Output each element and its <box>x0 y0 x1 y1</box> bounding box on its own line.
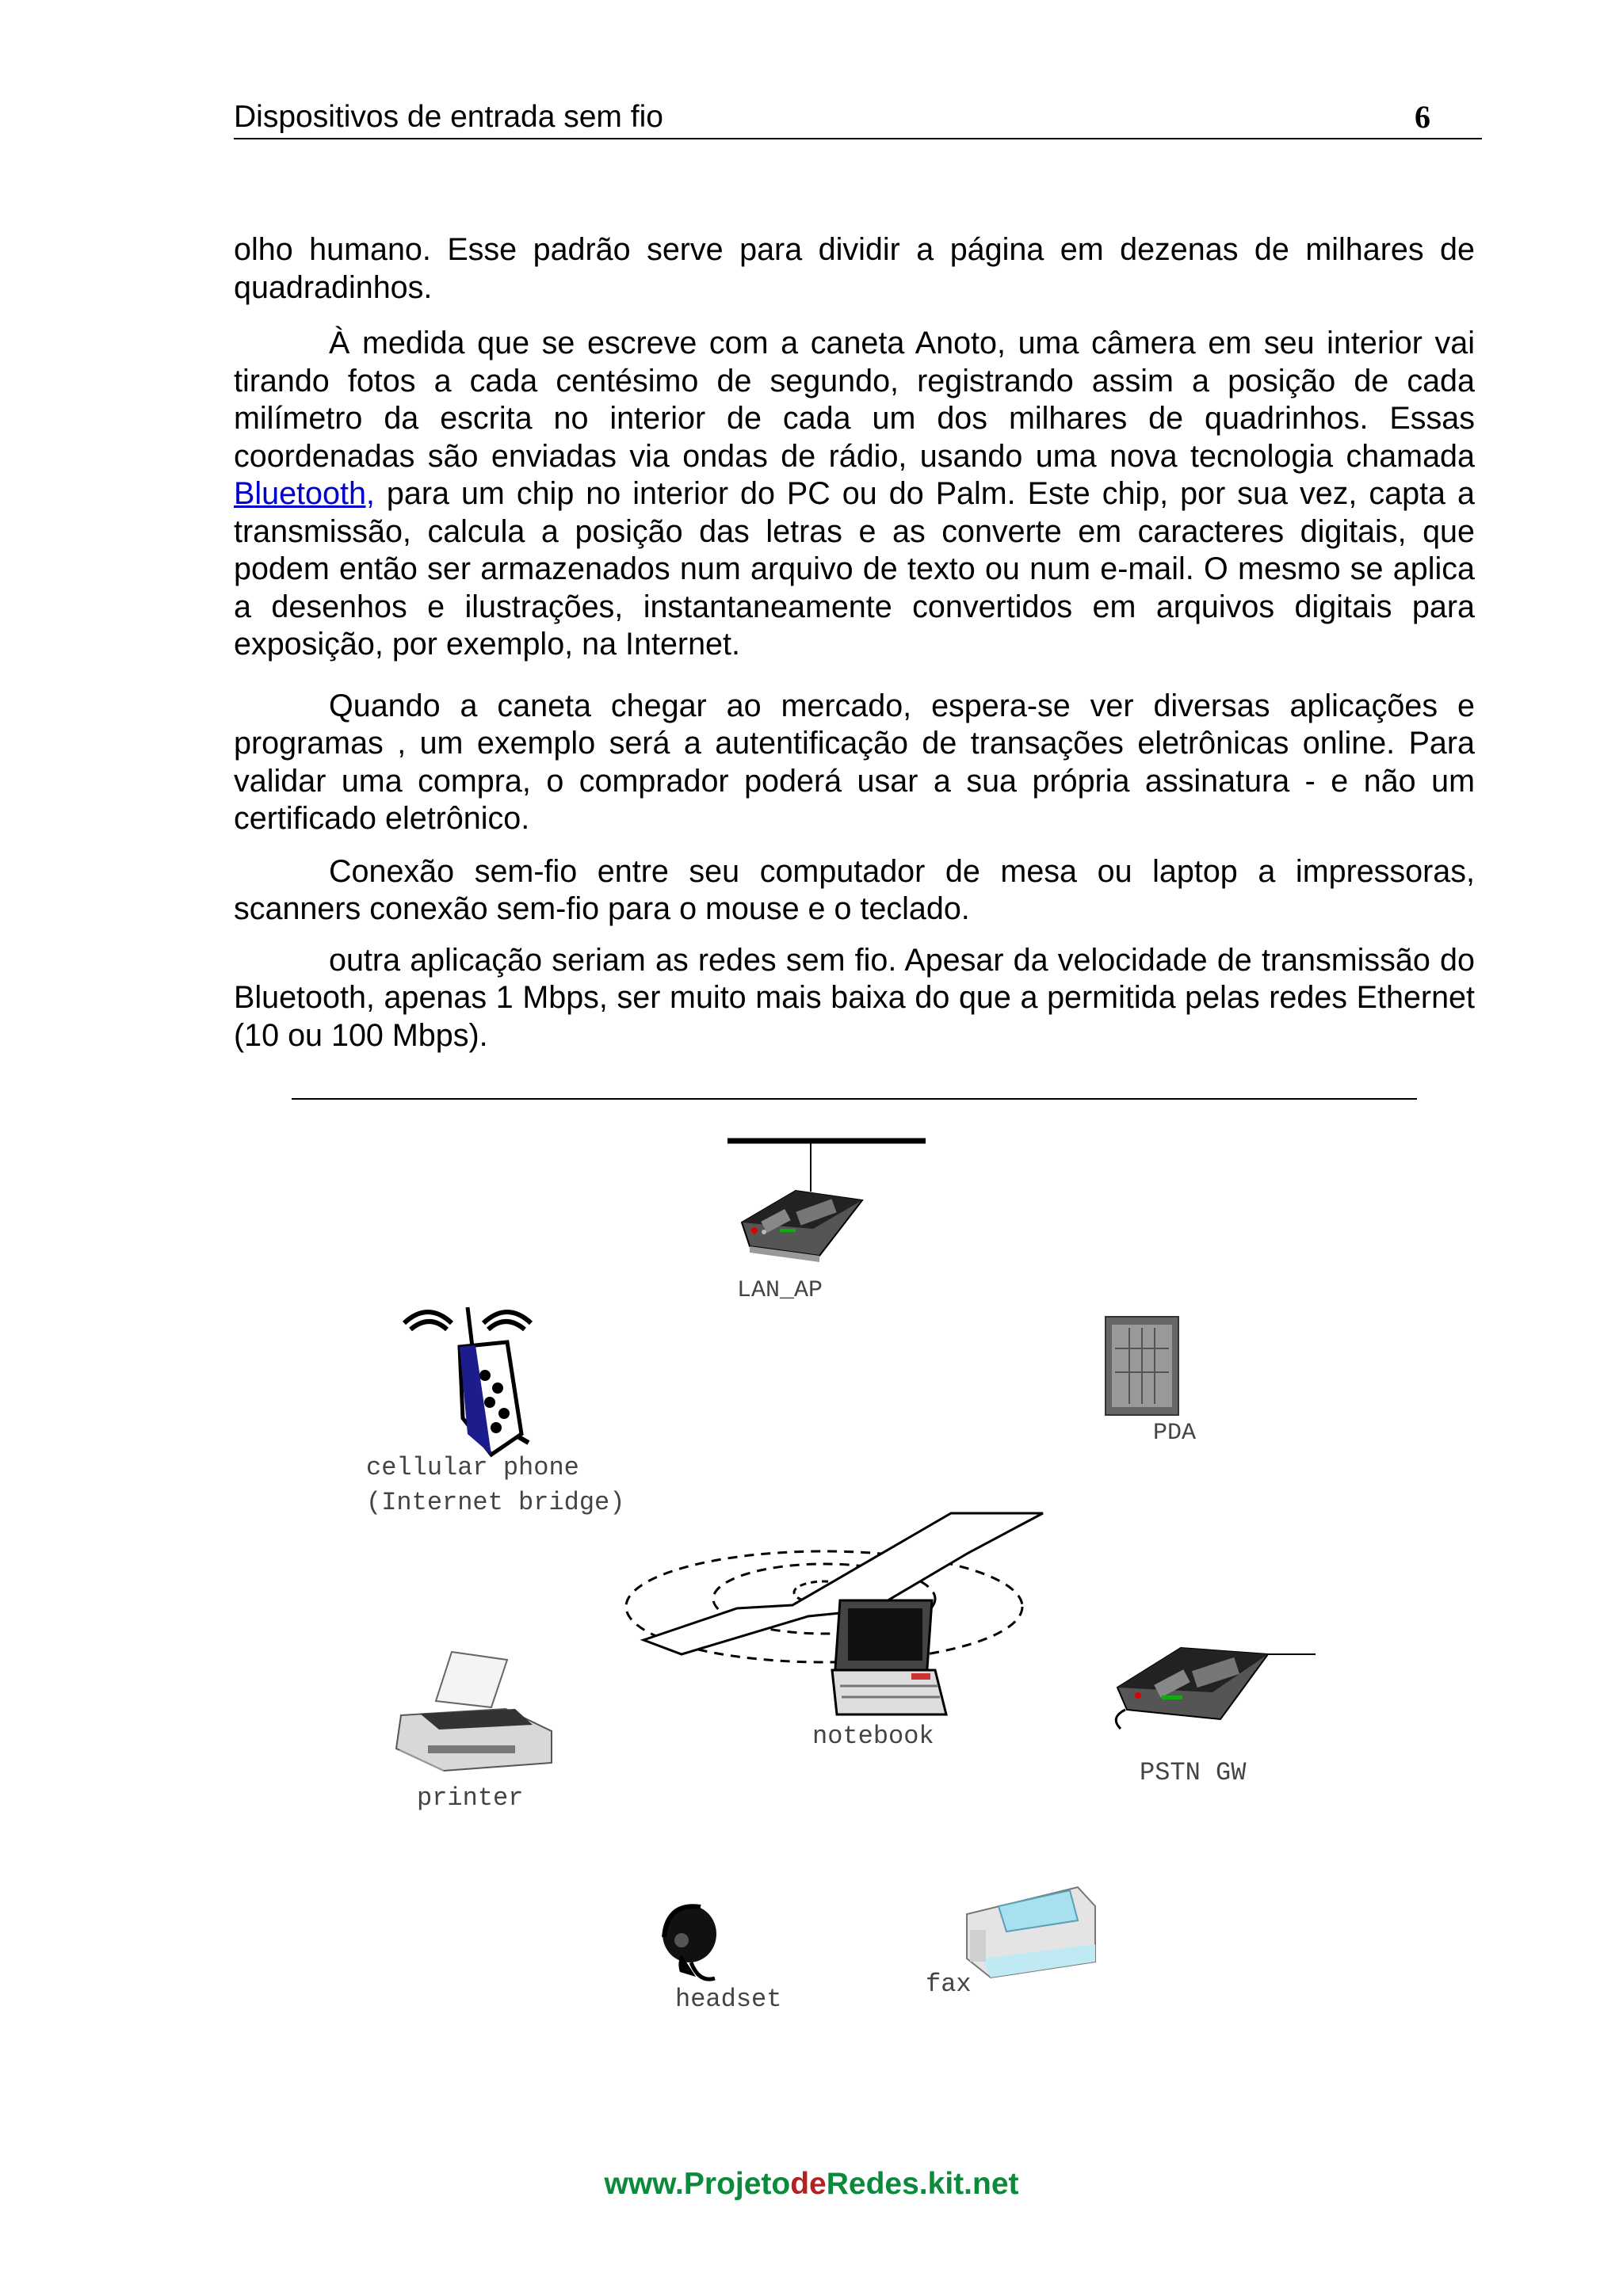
footer-url-part3: Redes.kit.net <box>826 2167 1019 2201</box>
printer-label: printer <box>417 1783 524 1813</box>
fax-icon <box>967 1887 1095 1978</box>
pstn-gateway-icon <box>1116 1648 1316 1729</box>
pda-icon <box>1106 1317 1178 1415</box>
header-title: Dispositivos de entrada sem fio <box>234 100 663 134</box>
headset-label: headset <box>675 1985 782 2014</box>
notebook-label: notebook <box>812 1722 934 1751</box>
body-text <box>234 231 1475 1055</box>
bluetooth-network-diagram <box>349 1125 1442 2044</box>
paragraph-2 <box>234 325 1475 664</box>
pstn-gateway-label: PSTN GW <box>1140 1758 1247 1787</box>
page-header <box>234 97 1482 139</box>
pda-label: PDA <box>1153 1420 1197 1447</box>
cellular-phone-icon <box>404 1307 531 1455</box>
headset-icon <box>663 1905 716 1979</box>
paragraph-5: outra aplicação seriam as redes sem fio. Apesar da velocidade de transmissão do Bluetooth, apenas 1 Mbps, ser muito mais baixa do que a permitida pelas redes Ethernet (10 ou 100 Mbps). <box>234 942 1475 1053</box>
bluetooth-link[interactable]: Bluetooth, <box>234 476 375 511</box>
paragraph-2-end: para um chip no interior do PC ou do Palm. Este chip, por sua vez, capta a transmissão, calcula a posição das letras e as converte em caracteres digitais, que podem então ser armazenados num arquivo de texto ou num e-mail. O mesmo se aplica a desenhos e ilustrações, instantaneamente convertidos em arquivos digitais para exposição, por exemplo, na Internet. <box>234 476 1475 662</box>
lan-ap-label: LAN_AP <box>737 1277 823 1304</box>
fax-label: fax <box>926 1970 972 1999</box>
lan-ap-icon <box>742 1191 862 1262</box>
footer-url-part2: de <box>790 2167 827 2201</box>
separator-rule <box>292 1098 1417 1100</box>
paragraph-3: Quando a caneta chegar ao mercado, espera-se ver diversas aplicações e programas , um exemplo será a autentificação de transações eletrônicas online. Para validar uma compra, o comprador poderá usar a sua própria assinatura - e não um certificado eletrônico. <box>234 688 1475 836</box>
footer-url-part1: www.Projeto <box>604 2167 791 2201</box>
paragraph-4: Conexão sem-fio entre seu computador de mesa ou laptop a impressoras, scanners conexão sem-fio para o mouse e o teclado. <box>234 853 1475 926</box>
notebook-icon <box>832 1600 946 1714</box>
cellular-phone-label: cellular phone <box>366 1453 579 1482</box>
cellular-phone-sublabel: (Internet bridge) <box>366 1488 625 1517</box>
page-number: 6 <box>1415 99 1430 135</box>
printer-icon <box>396 1652 552 1771</box>
paragraph-1: olho humano. Esse padrão serve para dividir a página em dezenas de milhares de quadradinhos. <box>234 232 1475 305</box>
footer-url <box>0 2167 1623 2202</box>
paragraph-2-start: À medida que se escreve com a caneta Anoto, uma câmera em seu interior vai tirando fotos a cada centésimo de segundo, registrando assim a posição de cada milímetro da escrita no interior de cada um dos milhares de quadrinhos. Essas coordenadas são enviadas via ondas de rádio, usando uma nova tecnologia chamada <box>234 326 1475 474</box>
